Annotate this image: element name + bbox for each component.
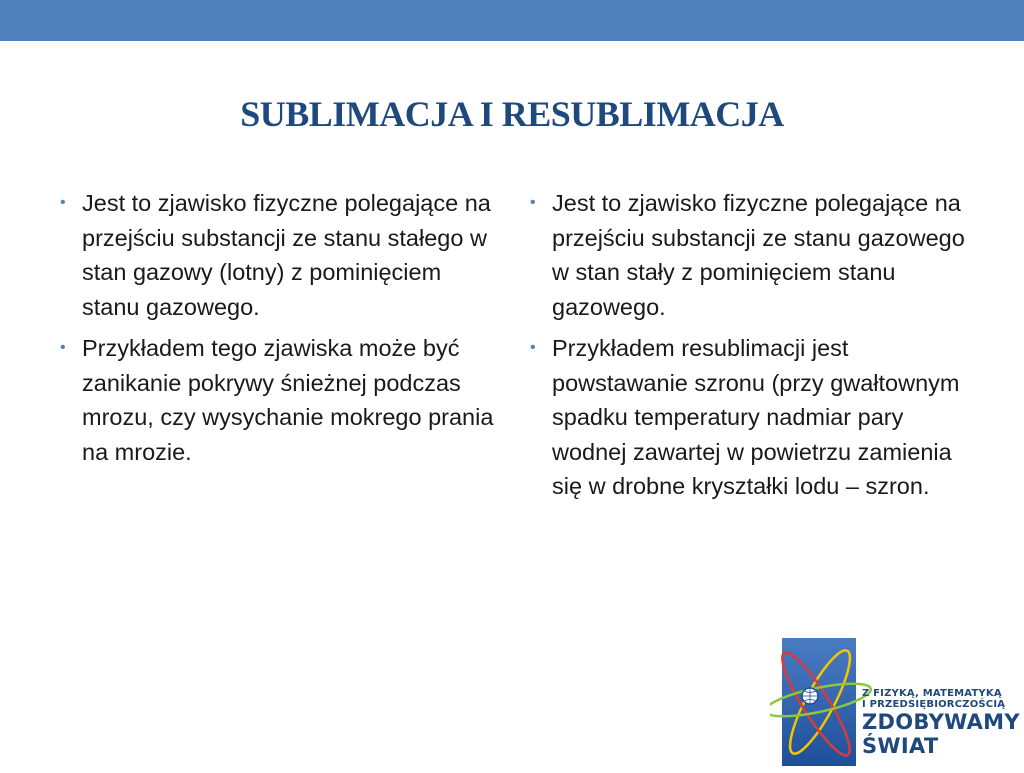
logo-text: [862, 688, 1020, 758]
bullet-text: Przykładem resublimacji jest powstawanie szronu (przy gwałtownym spadku temperatury nadmiar pary wodnej zawartej w powietrzu zamienia się w drobne kryształki lodu – szron.: [552, 335, 960, 499]
left-column: [58, 186, 498, 476]
list-item: [528, 331, 973, 504]
logo-tagline-2: I PRZEDSIĘBIORCZOŚCIĄ: [862, 699, 1006, 710]
left-bullet-list: [58, 186, 498, 469]
bullet-icon: •: [60, 339, 66, 356]
logo-tagline-1: Z FIZYKĄ, MATEMATYKĄ: [862, 688, 1002, 699]
bullet-text: Jest to zjawisko fizyczne polegające na przejściu substancji ze stanu gazowego w stan stały z pominięciem stanu gazowego.: [552, 190, 965, 320]
slide-title: SUBLIMACJA I RESUBLIMACJA: [240, 94, 784, 134]
bullet-icon: •: [60, 194, 66, 211]
list-item: [58, 331, 498, 469]
top-accent-band: [0, 0, 1024, 41]
logo-name-2: ŚWIAT: [862, 734, 939, 758]
bullet-text: Jest to zjawisko fizyczne polegające na przejściu substancji ze stanu stałego w stan gazowy (lotny) z pominięciem stanu gazowego.: [82, 190, 491, 320]
right-column: [528, 186, 973, 511]
logo-name-1: ZDOBYWAMY: [862, 710, 1020, 734]
bullet-icon: •: [530, 194, 536, 211]
list-item: [528, 186, 973, 324]
list-item: [58, 186, 498, 324]
bullet-text: Przykładem tego zjawiska może być zanikanie pokrywy śnieżnej podczas mrozu, czy wysychanie mokrego prania na mrozie.: [82, 335, 494, 465]
right-bullet-list: [528, 186, 973, 504]
bullet-icon: •: [530, 339, 536, 356]
